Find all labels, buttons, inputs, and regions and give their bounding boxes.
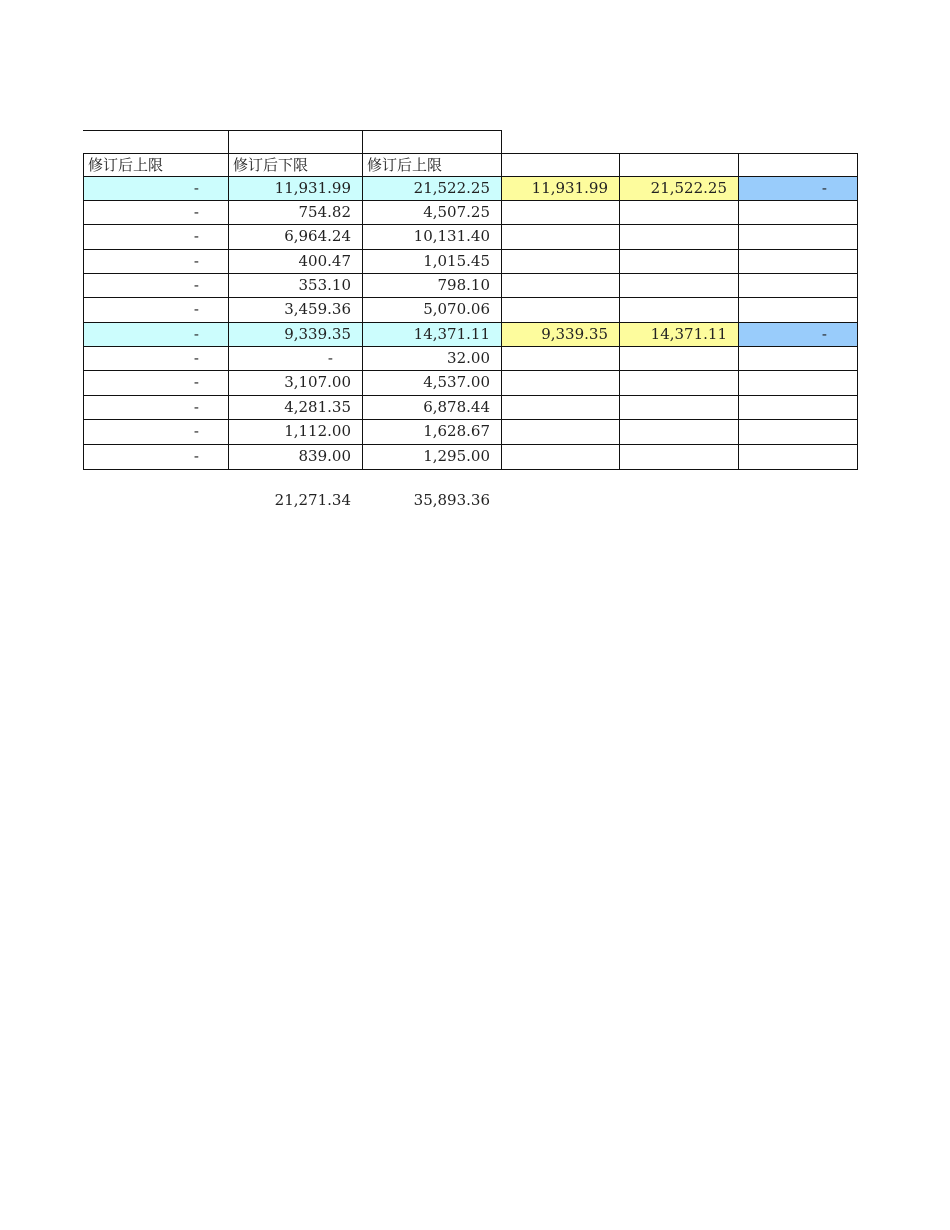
table-cell[interactable]: 32.00 bbox=[362, 346, 502, 371]
blank-top-cell-2[interactable] bbox=[362, 130, 502, 153]
table-cell[interactable] bbox=[619, 224, 739, 249]
total-lower-limit[interactable]: 21,271.34 bbox=[274, 491, 351, 509]
table-cell[interactable] bbox=[738, 444, 858, 470]
table-cell[interactable] bbox=[501, 346, 620, 371]
header-upper-limit-cell-2[interactable]: 修订后上限 bbox=[362, 153, 502, 177]
table-cell[interactable] bbox=[501, 297, 620, 323]
total-upper-limit[interactable]: 35,893.36 bbox=[413, 491, 490, 509]
table-cell[interactable]: 14,371.11 bbox=[362, 322, 502, 347]
table-cell[interactable] bbox=[738, 249, 858, 274]
table-cell[interactable]: 6,878.44 bbox=[362, 395, 502, 420]
table-cell[interactable] bbox=[501, 444, 620, 470]
table-cell[interactable] bbox=[738, 200, 858, 225]
table-cell[interactable]: 4,537.00 bbox=[362, 370, 502, 395]
table-cell[interactable]: - bbox=[83, 346, 229, 371]
table-cell[interactable]: 6,964.24 bbox=[228, 224, 363, 249]
table-cell[interactable]: 5,070.06 bbox=[362, 297, 502, 323]
table-cell[interactable]: - bbox=[738, 322, 858, 347]
table-cell[interactable] bbox=[738, 395, 858, 420]
table-cell[interactable]: 3,107.00 bbox=[228, 370, 363, 395]
table-cell[interactable]: - bbox=[83, 224, 229, 249]
table-cell[interactable]: 400.47 bbox=[228, 249, 363, 274]
table-cell[interactable]: - bbox=[83, 200, 229, 225]
blank-top-cell-1[interactable] bbox=[228, 130, 363, 153]
table-cell[interactable]: 3,459.36 bbox=[228, 297, 363, 323]
table-cell[interactable] bbox=[619, 370, 739, 395]
table-cell[interactable]: 754.82 bbox=[228, 200, 363, 225]
table-cell[interactable]: 21,522.25 bbox=[619, 176, 739, 201]
header-blank-cell-3[interactable] bbox=[501, 153, 620, 177]
table-cell[interactable]: 1,628.67 bbox=[362, 419, 502, 445]
table-cell[interactable] bbox=[619, 419, 739, 445]
header-upper-limit-cell[interactable]: 修订后上限 bbox=[83, 153, 229, 177]
table-cell[interactable]: - bbox=[83, 249, 229, 274]
table-cell[interactable] bbox=[738, 419, 858, 445]
table-cell[interactable] bbox=[619, 297, 739, 323]
table-cell[interactable] bbox=[738, 273, 858, 298]
header-blank-cell-5[interactable] bbox=[738, 153, 858, 177]
table-cell[interactable]: 11,931.99 bbox=[501, 176, 620, 201]
table-cell[interactable]: 4,281.35 bbox=[228, 395, 363, 420]
table-cell[interactable] bbox=[738, 297, 858, 323]
table-cell[interactable] bbox=[619, 395, 739, 420]
table-cell[interactable]: - bbox=[83, 273, 229, 298]
table-cell[interactable]: 21,522.25 bbox=[362, 176, 502, 201]
table-cell[interactable] bbox=[501, 370, 620, 395]
table-cell[interactable] bbox=[619, 249, 739, 274]
table-cell[interactable]: 9,339.35 bbox=[228, 322, 363, 347]
table-cell[interactable] bbox=[619, 200, 739, 225]
table-cell[interactable]: 798.10 bbox=[362, 273, 502, 298]
table-cell[interactable]: - bbox=[83, 322, 229, 347]
table-cell[interactable]: 1,015.45 bbox=[362, 249, 502, 274]
table-cell[interactable] bbox=[501, 273, 620, 298]
table-cell[interactable]: 839.00 bbox=[228, 444, 363, 470]
table-cell[interactable]: 1,295.00 bbox=[362, 444, 502, 470]
table-cell[interactable]: - bbox=[83, 370, 229, 395]
table-cell[interactable]: - bbox=[83, 395, 229, 420]
table-cell[interactable]: - bbox=[738, 176, 858, 201]
table-cell[interactable] bbox=[619, 444, 739, 470]
table-cell[interactable] bbox=[619, 346, 739, 371]
table-cell[interactable]: 9,339.35 bbox=[501, 322, 620, 347]
table-cell[interactable]: 4,507.25 bbox=[362, 200, 502, 225]
table-cell[interactable]: 1,112.00 bbox=[228, 419, 363, 445]
table-cell[interactable]: 11,931.99 bbox=[228, 176, 363, 201]
table-cell[interactable] bbox=[738, 370, 858, 395]
table-cell[interactable] bbox=[501, 224, 620, 249]
table-cell[interactable]: - bbox=[228, 346, 363, 371]
table-cell[interactable]: 10,131.40 bbox=[362, 224, 502, 249]
table-cell[interactable] bbox=[501, 419, 620, 445]
blank-top-cell-0[interactable] bbox=[83, 130, 229, 153]
header-lower-limit-cell[interactable]: 修订后下限 bbox=[228, 153, 363, 177]
header-blank-cell-4[interactable] bbox=[619, 153, 739, 177]
table-cell[interactable]: - bbox=[83, 419, 229, 445]
table-cell[interactable]: - bbox=[83, 297, 229, 323]
table-cell[interactable]: - bbox=[83, 176, 229, 201]
table-cell[interactable]: - bbox=[83, 444, 229, 470]
table-cell[interactable] bbox=[738, 346, 858, 371]
table-cell[interactable]: 353.10 bbox=[228, 273, 363, 298]
table-cell[interactable] bbox=[738, 224, 858, 249]
table-cell[interactable]: 14,371.11 bbox=[619, 322, 739, 347]
table-cell[interactable] bbox=[501, 395, 620, 420]
table-cell[interactable] bbox=[501, 200, 620, 225]
table-cell[interactable] bbox=[619, 273, 739, 298]
table-cell[interactable] bbox=[501, 249, 620, 274]
